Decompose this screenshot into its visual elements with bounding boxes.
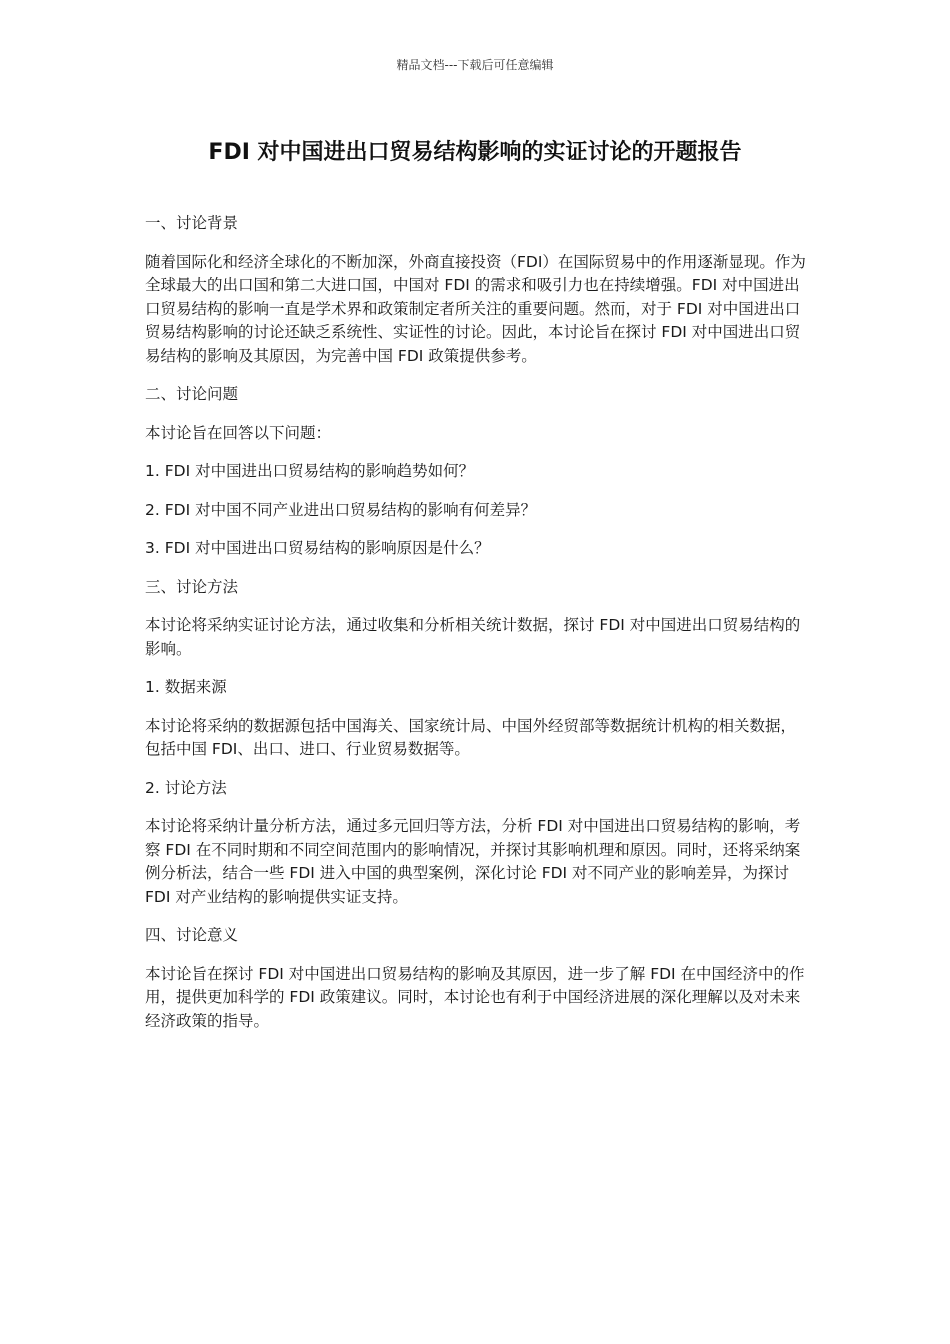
header-note: 精品文档---下载后可任意编辑 [396, 58, 554, 72]
subheading-data-source: 1. 数据来源 [145, 678, 227, 696]
paragraph-significance: 本讨论旨在探讨 FDI 对中国进出口贸易结构的影响及其原因，进一步了解 FDI 在中国经济中的作用，提供更加科学的 FDI 政策建议。同时，本讨论也有利于中国经济进展的深化理解以及对未来经济政策的指导。 [145, 964, 805, 1030]
section-heading-background: 一、讨论背景 [145, 214, 239, 232]
document-title: FDI 对中国进出口贸易结构影响的实证讨论的开题报告 [208, 140, 742, 165]
question-item-1: 1. FDI 对中国进出口贸易结构的影响趋势如何？ [145, 462, 475, 480]
section-heading-method: 三、讨论方法 [145, 577, 239, 596]
question-item-2: 2. FDI 对中国不同产业进出口贸易结构的影响有何差异？ [145, 500, 537, 519]
section-heading-significance: 四、讨论意义 [145, 926, 239, 944]
question-item-3: 3. FDI 对中国进出口贸易结构的影响原因是什么？ [145, 539, 490, 557]
document-body [145, 212, 810, 1048]
subheading-approach: 2. 讨论方法 [145, 778, 227, 797]
paragraph-approach: 本讨论将采纳计量分析方法，通过多元回归等方法，分析 FDI 对中国进出口贸易结构的影响，考察 FDI 在不同时期和不同空间范围内的影响情况，并探讨其影响机理和原因。同时，还将采纳案例分析法，结合一些 FDI 进入中国的典型案例，深化讨论 FDI 对不同产业的影响差异，为探讨 FDI 对产业结构的影响提供实证支持。 [145, 817, 801, 906]
paragraph-method-intro: 本讨论将采纳实证讨论方法，通过收集和分析相关统计数据，探讨 FDI 对中国进出口贸易结构的影响。 [145, 616, 801, 658]
paragraph-background: 随着国际化和经济全球化的不断加深，外商直接投资（FDI）在国际贸易中的作用逐渐显现。作为全球最大的出口国和第二大进口国，中国对 FDI 的需求和吸引力也在持续增强。FDI 对中国进出口贸易结构的影响一直是学术界和政策制定者所关注的重要问题。然而，对于 FDI 对中国进出口贸易结构影响的讨论还缺乏系统性、实证性的讨论。因此，本讨论旨在探讨 FDI 对中国进出口贸易结构的影响及其原因，为完善中国 FDI 政策提供参考。 [145, 252, 806, 365]
section-heading-questions: 二、讨论问题 [145, 385, 239, 403]
paragraph-questions-intro: 本讨论旨在回答以下问题： [145, 423, 332, 442]
paragraph-data-source: 本讨论将采纳的数据源包括中国海关、国家统计局、中国外经贸部等数据统计机构的相关数据，包括中国 FDI、出口、进口、行业贸易数据等。 [145, 716, 797, 758]
